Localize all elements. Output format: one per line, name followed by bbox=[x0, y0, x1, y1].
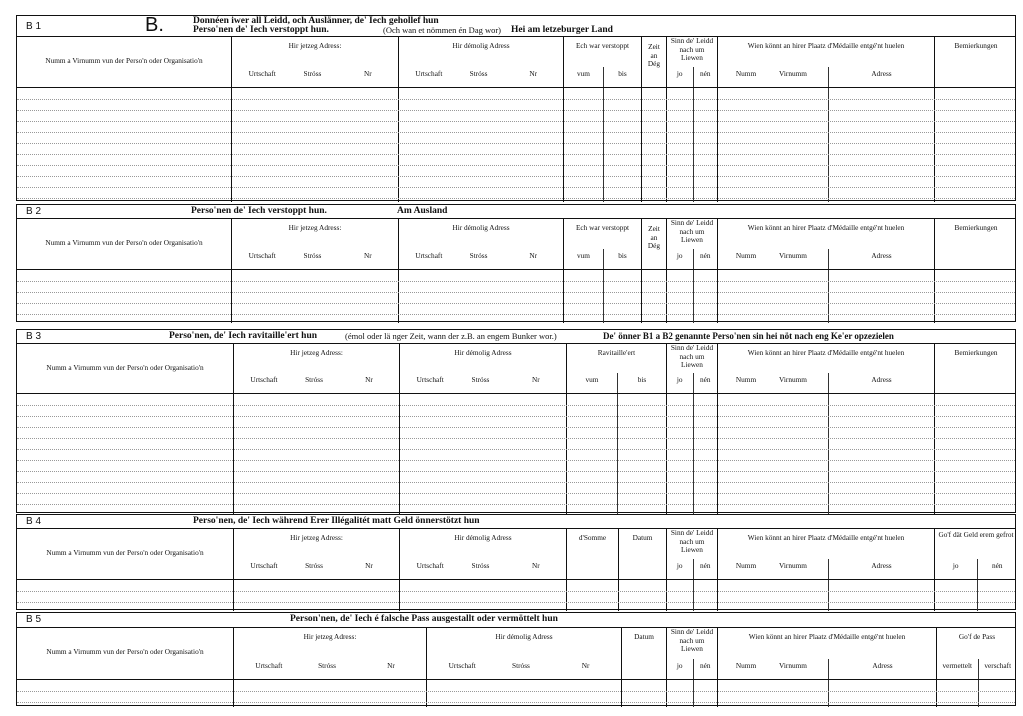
column-subheader: Adress bbox=[871, 561, 892, 570]
column-subheader: Adress bbox=[871, 251, 892, 260]
section-location: Am Ausland bbox=[397, 206, 448, 216]
entry-line bbox=[17, 99, 1015, 100]
section-title-note: (Och wan et nömmen én Dag wor) bbox=[383, 25, 502, 35]
column-header: Datum bbox=[634, 632, 654, 641]
section-title-note: (émol oder lä nger Zeit, wann der z.B. an engem Bunker wor.) bbox=[345, 331, 557, 341]
section-body bbox=[17, 269, 1015, 324]
section-code: B 3 bbox=[26, 331, 42, 342]
column-header: Ravitaille'ert bbox=[597, 348, 636, 357]
column-subheader: jo bbox=[676, 69, 683, 78]
entry-line bbox=[17, 165, 1015, 166]
column-subheader: bis bbox=[637, 375, 647, 384]
column-subheader: jo bbox=[952, 561, 959, 570]
section-b4 bbox=[16, 514, 1016, 610]
column-header: Bemierkungen bbox=[954, 348, 998, 357]
column-subheader: verschaft bbox=[984, 661, 1012, 670]
section-title-line: Perso'nen, de' Iech ravitaille'ert hun bbox=[169, 331, 318, 341]
column-subheader: nén bbox=[699, 251, 711, 260]
column-header: Datum bbox=[632, 533, 653, 542]
column-header: Hir démolig Adress bbox=[495, 632, 553, 641]
column-subheader: Nr bbox=[365, 375, 373, 384]
column-header: Hir démolig Adress bbox=[454, 348, 512, 357]
column-subheader: Stróss bbox=[303, 251, 322, 260]
column-subheader: bis bbox=[618, 69, 627, 78]
column-header: Zeit an Dég bbox=[647, 42, 661, 68]
section-letter: B. bbox=[145, 14, 164, 36]
column-subheader: nén bbox=[699, 561, 711, 570]
column-subheader: Virnumm bbox=[779, 561, 807, 570]
column-header: Numm a Virnumm vun der Perso'n oder Organisatio'n bbox=[45, 56, 203, 65]
section-body bbox=[17, 579, 1015, 612]
column-header: Numm a Virnumm vun der Perso'n oder Organisatio'n bbox=[46, 548, 204, 557]
column-header: Hir jetzeg Adress: bbox=[290, 348, 343, 357]
column-subheader: Stróss bbox=[471, 561, 490, 570]
column-subheader: Stróss bbox=[303, 69, 322, 78]
section-title-bar bbox=[17, 330, 1015, 344]
section-code: B 5 bbox=[26, 614, 42, 625]
column-subheader: nén bbox=[699, 69, 711, 78]
entry-line bbox=[17, 143, 1015, 144]
column-subheader: jo bbox=[676, 561, 683, 570]
section-location: De' önner B1 a B2 genannte Perso'nen sin hei nöt nach eng Ke'er opzezielen bbox=[603, 331, 894, 341]
column-subheader: Stróss bbox=[512, 661, 530, 670]
column-header: Hir démolig Adress bbox=[452, 223, 510, 232]
entry-line bbox=[17, 438, 1015, 439]
section-title-line: Perso'nen de' Iech verstoppt hun. bbox=[193, 25, 329, 35]
column-header: Bemierkungen bbox=[954, 41, 998, 50]
column-header: Zeit an Dég bbox=[647, 224, 661, 250]
column-header: Sinn de' Leidd nach um Liewen bbox=[670, 36, 714, 62]
column-subheader: vum bbox=[577, 251, 590, 260]
entry-line bbox=[17, 427, 1015, 428]
entry-line bbox=[17, 460, 1015, 461]
section-body bbox=[17, 679, 1015, 708]
column-subheader: Urtschaft bbox=[248, 251, 276, 260]
column-header: Go'f dät Geld erem gefrot bbox=[938, 530, 1014, 539]
column-subheader: Stróss bbox=[305, 375, 323, 384]
column-subheader: Urtschaft bbox=[416, 375, 444, 384]
column-subheader: Adress bbox=[871, 69, 892, 78]
column-header: Sinn de' Leidd nach um Liewen bbox=[670, 627, 714, 653]
column-subheader: Nr bbox=[365, 561, 373, 570]
entry-line bbox=[17, 602, 1015, 603]
entry-line bbox=[17, 449, 1015, 450]
entry-line bbox=[17, 110, 1015, 111]
entry-line bbox=[17, 132, 1015, 133]
section-title-bar bbox=[17, 205, 1015, 219]
section-title-bar bbox=[17, 515, 1015, 529]
column-header: Hir démolig Adress bbox=[452, 41, 510, 50]
entry-line bbox=[17, 471, 1015, 472]
column-subheader: Virnumm bbox=[779, 251, 807, 260]
column-header: Numm a Virnumm vun der Perso'n oder Organisatio'n bbox=[46, 647, 204, 656]
column-subheader: Numm bbox=[735, 251, 757, 260]
entry-line bbox=[17, 314, 1015, 315]
column-header: Wien könnt an hirer Plaatz d'Médaille entgé'nt huelen bbox=[747, 533, 905, 542]
column-subheader: Numm bbox=[735, 561, 757, 570]
entry-line bbox=[17, 482, 1015, 483]
column-header: d'Somme bbox=[578, 533, 607, 542]
column-header: Hir jetzeg Adress: bbox=[290, 533, 343, 542]
entry-line bbox=[17, 187, 1015, 188]
section-title-line: Perso'nen, de' Iech während Erer Illégalitét matt Geld önnerstötzt hun bbox=[193, 516, 480, 526]
column-subheader: Adress bbox=[872, 661, 893, 670]
section-b3 bbox=[16, 329, 1016, 513]
column-subheader: Nr bbox=[363, 251, 372, 260]
column-subheader: jo bbox=[676, 375, 683, 384]
section-title-line: Person'nen, de' Iech é falsche Pass ausgestallt oder vermöttelt hun bbox=[290, 614, 558, 624]
entry-line bbox=[17, 493, 1015, 494]
column-header: Ech war verstoppt bbox=[575, 41, 630, 50]
column-subheader: Nr bbox=[581, 661, 590, 670]
column-subheader: Stróss bbox=[305, 561, 323, 570]
column-subheader: vermettelt bbox=[942, 661, 973, 670]
column-subheader: Adress bbox=[871, 375, 892, 384]
column-subheader: Urtschaft bbox=[250, 561, 278, 570]
column-subheader: Urtschaft bbox=[415, 69, 443, 78]
column-subheader: Urtschaft bbox=[248, 69, 276, 78]
column-header: Hir démolig Adress bbox=[454, 533, 512, 542]
column-header: Sinn de' Leidd nach um Liewen bbox=[670, 528, 714, 554]
entry-line bbox=[17, 591, 1015, 592]
column-header: Go'f de Pass bbox=[958, 632, 996, 641]
entry-line bbox=[17, 176, 1015, 177]
entry-line bbox=[17, 281, 1015, 282]
section-location: Hei am letzeburger Land bbox=[511, 25, 613, 35]
column-subheader: Urtschaft bbox=[415, 251, 443, 260]
column-subheader: Nr bbox=[531, 561, 540, 570]
column-subheader: nén bbox=[699, 375, 711, 384]
section-code: B 1 bbox=[26, 21, 42, 32]
column-header: Wien könnt an hirer Plaatz d'Médaille entgé'nt huelen bbox=[747, 348, 905, 357]
column-header: Sinn de' Leidd nach um Liewen bbox=[670, 218, 714, 244]
section-code: B 2 bbox=[26, 206, 42, 217]
entry-line bbox=[17, 405, 1015, 406]
column-subheader: jo bbox=[676, 251, 683, 260]
column-subheader: nén bbox=[991, 561, 1003, 570]
column-subheader: Stróss bbox=[471, 375, 490, 384]
section-title-line: Perso'nen de' Iech verstoppt hun. bbox=[191, 206, 327, 216]
column-subheader: vum bbox=[577, 69, 590, 78]
entry-line bbox=[17, 504, 1015, 505]
column-subheader: bis bbox=[618, 251, 627, 260]
column-subheader: Numm bbox=[735, 375, 757, 384]
column-subheader: Virnumm bbox=[779, 375, 807, 384]
column-subheader: Nr bbox=[531, 375, 540, 384]
column-subheader: Virnumm bbox=[779, 69, 807, 78]
section-code: B 4 bbox=[26, 516, 42, 527]
column-subheader: Stróss bbox=[469, 69, 488, 78]
column-header: Wien könnt an hirer Plaatz d'Médaille entgé'nt huelen bbox=[747, 41, 905, 50]
section-body bbox=[17, 87, 1015, 203]
entry-line bbox=[17, 303, 1015, 304]
column-header: Hir jetzeg Adress: bbox=[288, 223, 342, 232]
entry-line bbox=[17, 292, 1015, 293]
column-subheader: nén bbox=[699, 661, 711, 670]
column-subheader: Urtschaft bbox=[255, 661, 283, 670]
column-subheader: Urtschaft bbox=[416, 561, 444, 570]
entry-line bbox=[17, 154, 1015, 155]
entry-line bbox=[17, 691, 1015, 692]
column-subheader: Nr bbox=[387, 661, 395, 670]
entry-line bbox=[17, 416, 1015, 417]
column-header: Wien könnt an hirer Plaatz d'Médaille entgé'nt huelen bbox=[748, 632, 906, 641]
entry-line bbox=[17, 121, 1015, 122]
column-header: Wien könnt an hirer Plaatz d'Médaille entgé'nt huelen bbox=[747, 223, 905, 232]
column-header: Ech war verstoppt bbox=[575, 223, 630, 232]
column-header: Numm a Virnumm vun der Perso'n oder Organisatio'n bbox=[46, 363, 204, 372]
column-header: Hir jetzeg Adress: bbox=[288, 41, 342, 50]
column-subheader: vum bbox=[585, 375, 599, 384]
section-b1 bbox=[16, 15, 1016, 201]
column-subheader: Virnumm bbox=[779, 661, 807, 670]
section-b5 bbox=[16, 612, 1016, 706]
section-title-bar bbox=[17, 613, 1015, 628]
section-title-bar bbox=[17, 16, 1015, 37]
column-subheader: Stróss bbox=[469, 251, 488, 260]
column-header: Hir jetzeg Adress: bbox=[303, 632, 357, 641]
column-header: Numm a Virnumm vun der Perso'n oder Organisatio'n bbox=[45, 238, 203, 247]
column-header: Bemierkungen bbox=[954, 223, 998, 232]
column-subheader: Nr bbox=[363, 69, 372, 78]
column-subheader: Nr bbox=[529, 69, 538, 78]
entry-line bbox=[17, 702, 1015, 703]
column-subheader: Urtschaft bbox=[250, 375, 278, 384]
section-body bbox=[17, 393, 1015, 515]
section-title-line: Donnéen iwer all Leidd, och Auslänner, de' Iech gehollef hun bbox=[193, 16, 439, 26]
column-subheader: Urtschaft bbox=[448, 661, 476, 670]
column-header: Sinn de' Leidd nach um Liewen bbox=[670, 343, 714, 369]
column-subheader: Nr bbox=[529, 251, 538, 260]
column-subheader: Numm bbox=[735, 661, 757, 670]
section-b2 bbox=[16, 204, 1016, 322]
column-subheader: Numm bbox=[735, 69, 757, 78]
column-subheader: Stróss bbox=[318, 661, 336, 670]
column-subheader: jo bbox=[676, 661, 683, 670]
entry-line bbox=[17, 198, 1015, 199]
